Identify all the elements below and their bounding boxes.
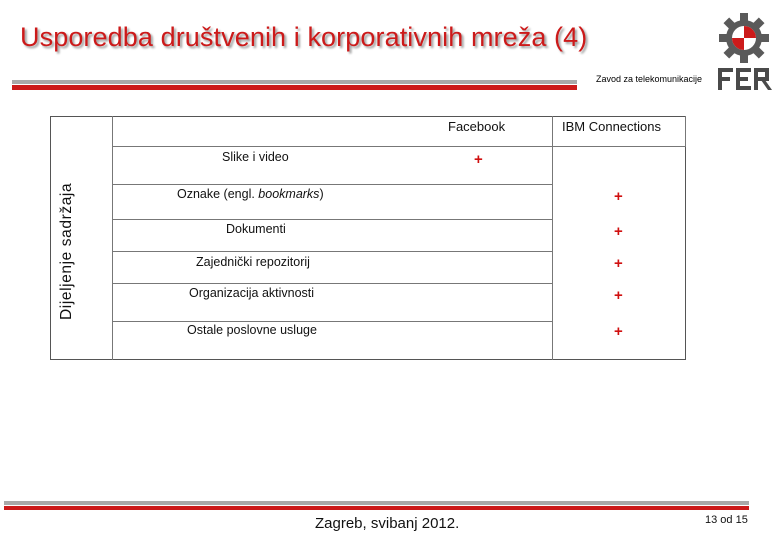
row-label-oznake bbox=[177, 187, 324, 201]
title-rule-grey bbox=[12, 80, 577, 84]
footer-location-date: Zagreb, svibanj 2012. bbox=[315, 515, 460, 532]
department-label: Zavod za telekomunikacije bbox=[596, 74, 703, 84]
row-label-organizacija-aktivnosti bbox=[189, 286, 314, 300]
row-label-slike-i-video bbox=[222, 150, 289, 164]
row-label-text: Oznake (engl. bbox=[177, 187, 259, 201]
row-divider bbox=[112, 321, 552, 322]
row-label-text: Ostale poslovne usluge bbox=[187, 323, 317, 337]
row-label-ostale-poslovne-usluge bbox=[187, 323, 317, 337]
side-label: Dijeljenje sadržaja bbox=[58, 182, 75, 320]
page-number: 13 od 15 bbox=[705, 514, 748, 526]
row-divider bbox=[112, 219, 552, 220]
facebook-plus-mark: + bbox=[474, 151, 483, 168]
row-label-text: Slike i video bbox=[222, 150, 289, 164]
table-divider bbox=[552, 116, 553, 360]
footer-rule-grey bbox=[4, 501, 749, 505]
row-divider bbox=[112, 251, 552, 252]
ibm-plus-mark: + bbox=[614, 188, 623, 205]
ibm-plus-mark: + bbox=[614, 255, 623, 272]
row-label-text: ) bbox=[319, 187, 324, 201]
table-left-edge bbox=[112, 116, 113, 360]
fer-logo-icon bbox=[717, 66, 773, 92]
gear-logo-icon bbox=[718, 12, 770, 64]
row-label-zajednicki-repozitorij bbox=[196, 255, 310, 269]
row-label-text: Zajednički repozitorij bbox=[196, 255, 310, 269]
column-header-facebook: Facebook bbox=[448, 119, 506, 134]
title-rule-red bbox=[12, 85, 577, 90]
row-divider bbox=[112, 283, 552, 284]
row-divider bbox=[112, 184, 552, 185]
row-label-dokumenti bbox=[226, 222, 286, 236]
row-label-text: Dokumenti bbox=[226, 222, 286, 236]
row-divider bbox=[112, 146, 686, 147]
ibm-plus-mark: + bbox=[614, 223, 623, 240]
column-header-ibm-connections: IBM Connections bbox=[562, 119, 661, 134]
row-label-text: Organizacija aktivnosti bbox=[189, 286, 315, 300]
ibm-plus-mark: + bbox=[614, 287, 623, 304]
ibm-plus-mark: + bbox=[614, 323, 623, 340]
slide-title: Usporedba društvenih i korporativnih mreža (4) bbox=[20, 22, 588, 52]
row-label-italic: bookmarks bbox=[258, 187, 320, 201]
content-frame bbox=[50, 116, 686, 360]
footer-rule-red bbox=[4, 506, 749, 510]
table-right-edge bbox=[685, 116, 686, 146]
